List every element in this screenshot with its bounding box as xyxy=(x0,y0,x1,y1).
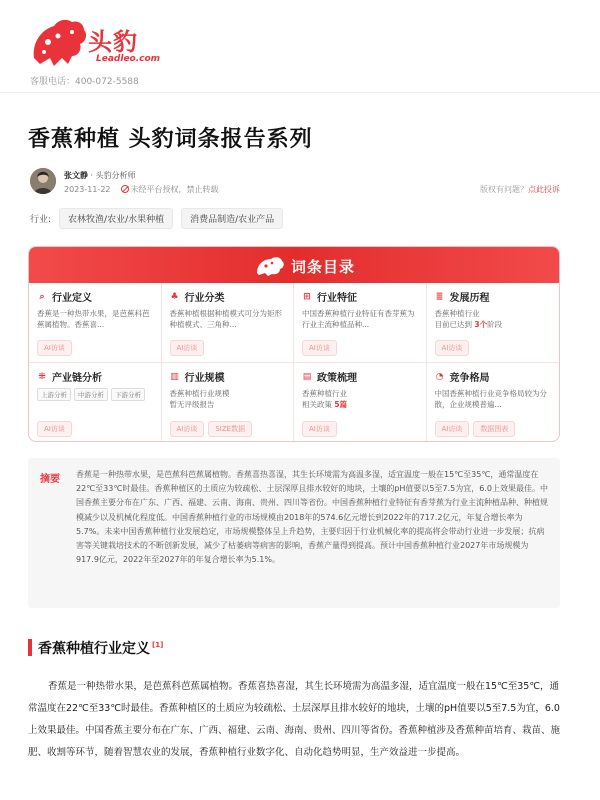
desc-text: 香蕉种植行业 相关政策 xyxy=(302,389,347,409)
directory-item-competition[interactable] xyxy=(427,363,560,442)
summary-text: 香蕉是一种热带水果，是芭蕉科芭蕉属植物。香蕉喜热喜湿，其生长环境需为高温多湿，适宜温度一般在15℃至35℃，通常温度在22℃至33℃时最佳。香蕉种植区的土质应为较疏松、土层深厚且排水较好的地块，土壤的pH值要以5至7.5为宜，6.0上效果最佳。中国香蕉主要分布在广东、广西、福建、云南、海南、贵州、四川等省份。中国香蕉种植行业特征有香芽蕉为行业主流种植品种、种植规模减少以及机械化程度低。中国香蕉种植行业的市场规模由2018年的574.6亿元增长到2022年的717.2亿元，年复合增长率为5.7%。未来中国香蕉种植行业发展趋定，市场规模整体呈上升趋势，主要归因于行业机械化率的提高将会带动行业进一步发展；抗病害等关键栽培技术的不断创新发展，减少了枯萎病等病害的影响，香蕉产量得到提高。预计中国香蕉种植行业2027年市场规模为917.9亿元，2022年至2027年的年复合增长率为5.1%。 xyxy=(76,470,548,565)
author-name[interactable]: 张文静 xyxy=(64,171,88,180)
directory-item-tags xyxy=(37,340,72,356)
hierarchy-icon: ♣ xyxy=(170,291,179,302)
desc-highlight: 5篇 xyxy=(334,400,348,409)
directory-item-tags xyxy=(37,421,72,437)
copyright-report xyxy=(480,184,560,195)
directory-item-label: 行业规模 xyxy=(184,373,225,384)
directory-item-desc: 香蕉种植行业规模 暂无评级报告 xyxy=(169,389,230,409)
chain-tags xyxy=(37,388,153,401)
magnifier-doc-icon: ⌕ xyxy=(39,291,45,302)
industry-label: 行业: xyxy=(30,215,52,225)
directory-item-label: 竞争格局 xyxy=(449,373,490,384)
pie-icon: ◔ xyxy=(435,371,444,382)
meta-line xyxy=(64,184,219,195)
directory-item-label: 政策梳理 xyxy=(317,373,357,384)
downstream-tag[interactable]: 下游分析 xyxy=(111,388,145,401)
entry-directory xyxy=(28,246,560,442)
directory-item-label: 行业分类 xyxy=(184,293,225,304)
industry-tag[interactable]: 消费品制造/农业产品 xyxy=(181,208,283,229)
desc-highlight: 3个 xyxy=(474,320,488,329)
ai-interview-tag[interactable]: AI访谈 xyxy=(302,340,337,356)
directory-item-tags xyxy=(435,340,470,356)
directory-item-tags xyxy=(302,421,337,437)
bar-chart-icon: ▥ xyxy=(170,371,179,382)
ai-interview-tag[interactable]: AI访谈 xyxy=(37,340,72,356)
report-link[interactable]: 点此投诉 xyxy=(528,185,560,194)
desc-text: 阶段 xyxy=(487,320,503,329)
directory-item-features[interactable] xyxy=(294,283,427,363)
directory-item-classification[interactable] xyxy=(162,283,295,363)
section-body: 香蕉是一种热带水果，是芭蕉科芭蕉属植物。香蕉喜热喜湿，其生长环境需为高温多湿，适宜温度一般在15℃至35℃，通常温度在22℃至33℃时最佳。香蕉种植区的土质应为较疏松、土层深厚且排水较好的地块，土壤的pH值要以5至7.5为宜，6.0上效果最佳。中国香蕉主要分布在广东、广西、福建、云南、海南、贵州、四川等省份。香蕉种植涉及香蕉种苗培育、栽苗、施肥、收割等环节，随着智慧农业的发展，香蕉种植行业数字化、自动化趋势明显，生产效益进一步提高。 xyxy=(28,681,561,758)
ai-interview-tag[interactable]: AI访谈 xyxy=(302,421,337,437)
section-accent-bar xyxy=(28,639,32,656)
ai-interview-tag[interactable]: AI访谈 xyxy=(170,421,205,437)
directory-title-text: 词条目录 xyxy=(291,257,356,276)
directory-item-history[interactable] xyxy=(427,283,560,363)
logo[interactable] xyxy=(28,14,161,70)
avatar xyxy=(30,168,56,194)
reference-link[interactable]: [1] xyxy=(152,641,164,650)
directory-item-tags xyxy=(302,340,337,356)
prohibited-icon xyxy=(121,185,129,193)
report-question: 版权有问题？ xyxy=(480,185,528,194)
directory-item-label: 行业特征 xyxy=(317,293,357,304)
directory-grid xyxy=(29,283,559,442)
author-line xyxy=(64,170,136,181)
directory-item-label: 发展历程 xyxy=(449,293,490,304)
directory-item-title xyxy=(435,369,552,384)
directory-item-title xyxy=(37,289,153,304)
directory-item-desc: 中国香蕉种植行业竞争格局较为分散，企业规模普遍... xyxy=(434,389,547,409)
directory-item-title xyxy=(302,369,418,384)
directory-item-desc: 中国香蕉种植行业特征有香芽蕉为行业主流种植品种... xyxy=(302,309,415,329)
directory-item-desc xyxy=(435,308,552,330)
directory-item-tags xyxy=(170,340,205,356)
logo-text: 头豹 xyxy=(88,28,138,56)
copyright-notice-text: 未经平台授权，禁止转载 xyxy=(130,185,219,194)
logo-url: Leadleo.com xyxy=(96,54,161,64)
author-role: 头豹分析师 xyxy=(95,171,136,180)
directory-title xyxy=(255,255,355,277)
data-chart-tag[interactable]: 数据图表 xyxy=(473,421,515,437)
directory-item-policy[interactable] xyxy=(294,363,427,442)
service-phone: 客服电话：400-072-5588 xyxy=(30,77,139,87)
directory-item-scale[interactable] xyxy=(162,363,295,442)
directory-item-desc: 香蕉种植根据种植模式可分为矩形种植模式、三角种... xyxy=(169,309,282,329)
leopard-badge-icon xyxy=(255,255,285,277)
leopard-logo-icon xyxy=(28,14,90,70)
author-separator: · xyxy=(88,171,96,180)
directory-item-title xyxy=(37,369,153,384)
policy-doc-icon: ▤ xyxy=(302,371,312,382)
directory-item-title xyxy=(170,289,286,304)
directory-item-tags xyxy=(170,421,253,437)
desc-text: 香蕉种植行业 目前已达到 xyxy=(434,309,480,329)
ai-interview-tag[interactable]: AI访谈 xyxy=(37,421,72,437)
directory-item-title xyxy=(302,289,418,304)
directory-item-definition[interactable] xyxy=(29,283,162,363)
size-data-tag[interactable]: SIZE数据 xyxy=(208,421,252,437)
directory-item-chain[interactable] xyxy=(29,363,162,442)
timeline-icon: ≣ xyxy=(435,291,444,302)
midstream-tag[interactable]: 中游分析 xyxy=(74,388,108,401)
directory-item-tags xyxy=(435,421,516,437)
directory-item-title xyxy=(170,369,286,384)
page-title: 香蕉种植 头豹词条报告系列 xyxy=(28,127,313,152)
upstream-tag[interactable]: 上游分析 xyxy=(37,388,71,401)
directory-header xyxy=(29,247,559,283)
ai-interview-tag[interactable]: AI访谈 xyxy=(435,340,470,356)
industry-tag[interactable]: 农林牧渔/农业/水果种植 xyxy=(59,208,173,229)
industry-tags xyxy=(30,208,283,229)
summary-box xyxy=(28,458,560,608)
summary-label: 摘要 xyxy=(40,474,60,485)
directory-item-label: 行业定义 xyxy=(52,293,92,304)
chain-icon: ⁜ xyxy=(38,371,46,382)
grid-icon: ⊞ xyxy=(303,291,311,302)
publish-date: 2023-11-22 xyxy=(64,185,111,194)
ai-interview-tag[interactable]: AI访谈 xyxy=(435,421,470,437)
author-photo-icon xyxy=(30,168,56,194)
section-title xyxy=(38,638,163,658)
header-divider xyxy=(0,92,600,93)
copyright-notice xyxy=(121,184,219,195)
directory-item-title xyxy=(435,289,552,304)
ai-interview-tag[interactable]: AI访谈 xyxy=(170,340,205,356)
section-title-text: 香蕉种植行业定义 xyxy=(38,641,150,657)
directory-item-label: 产业链分析 xyxy=(52,373,102,384)
directory-item-desc: 香蕉是一种热带水果，是芭蕉科芭蕉属植物。香蕉喜... xyxy=(37,309,150,329)
directory-item-desc xyxy=(302,388,418,410)
